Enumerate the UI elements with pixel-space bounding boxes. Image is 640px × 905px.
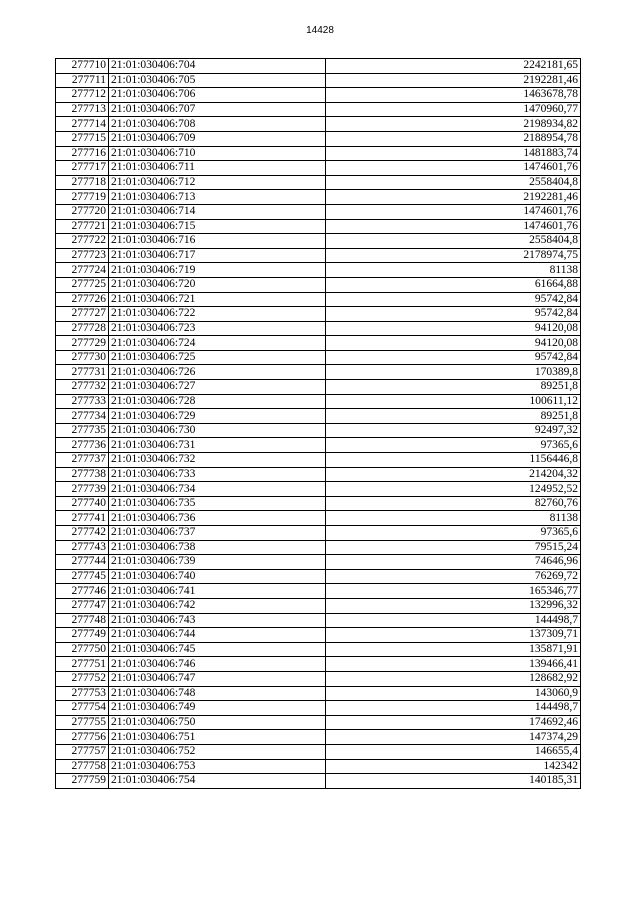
table-row — [56, 453, 581, 468]
cadastral-value-cell: 165346,77 — [326, 584, 581, 599]
cadastral-number-cell: 21:01:030406:723 — [109, 321, 326, 336]
cadastral-number-cell: 21:01:030406:717 — [109, 248, 326, 263]
table-row — [56, 657, 581, 672]
cadastral-number-cell: 21:01:030406:735 — [109, 496, 326, 511]
cadastral-number-cell: 21:01:030406:729 — [109, 409, 326, 424]
cadastral-number-cell: 21:01:030406:730 — [109, 423, 326, 438]
table-row — [56, 380, 581, 395]
cadastral-value-cell: 2192281,46 — [326, 73, 581, 88]
cadastral-number-cell: 21:01:030406:722 — [109, 307, 326, 322]
cadastral-value-cell: 142342 — [326, 759, 581, 774]
cadastral-number-cell: 21:01:030406:753 — [109, 759, 326, 774]
row-number-cell: 277756 — [56, 730, 109, 745]
cadastral-number-cell: 21:01:030406:720 — [109, 277, 326, 292]
row-number-cell: 277743 — [56, 540, 109, 555]
table-row — [56, 569, 581, 584]
row-number-cell: 277752 — [56, 671, 109, 686]
cadastral-value-cell: 79515,24 — [326, 540, 581, 555]
cadastral-number-cell: 21:01:030406:739 — [109, 555, 326, 570]
table-row — [56, 277, 581, 292]
row-number-cell: 277719 — [56, 190, 109, 205]
cadastral-number-cell: 21:01:030406:705 — [109, 73, 326, 88]
row-number-cell: 277735 — [56, 423, 109, 438]
cadastral-value-cell: 95742,84 — [326, 307, 581, 322]
cadastral-number-cell: 21:01:030406:737 — [109, 526, 326, 541]
table-row — [56, 540, 581, 555]
cadastral-number-cell: 21:01:030406:749 — [109, 701, 326, 716]
table-row — [56, 613, 581, 628]
table-row — [56, 482, 581, 497]
table-row — [56, 248, 581, 263]
cadastral-value-cell: 81138 — [326, 263, 581, 278]
table-row — [56, 526, 581, 541]
cadastral-value-cell: 94120,08 — [326, 321, 581, 336]
cadastral-number-cell: 21:01:030406:728 — [109, 394, 326, 409]
row-number-cell: 277741 — [56, 511, 109, 526]
cadastral-value-cell: 2188954,78 — [326, 131, 581, 146]
cadastral-value-cell: 1156446,8 — [326, 453, 581, 468]
table-row — [56, 671, 581, 686]
table-row — [56, 555, 581, 570]
row-number-cell: 277737 — [56, 453, 109, 468]
cadastral-value-cell: 174692,46 — [326, 715, 581, 730]
table-row — [56, 234, 581, 249]
row-number-cell: 277749 — [56, 628, 109, 643]
cadastral-value-cell: 76269,72 — [326, 569, 581, 584]
table-row — [56, 59, 581, 74]
cadastral-number-cell: 21:01:030406:731 — [109, 438, 326, 453]
table-row — [56, 598, 581, 613]
cadastral-value-cell: 94120,08 — [326, 336, 581, 351]
cadastral-value-cell: 95742,84 — [326, 292, 581, 307]
row-number-cell: 277754 — [56, 701, 109, 716]
cadastral-value-cell: 74646,96 — [326, 555, 581, 570]
cadastral-value-cell: 124952,52 — [326, 482, 581, 497]
cadastral-value-cell: 100611,12 — [326, 394, 581, 409]
cadastral-value-cell: 2178974,75 — [326, 248, 581, 263]
cadastral-number-cell: 21:01:030406:750 — [109, 715, 326, 730]
table-row — [56, 628, 581, 643]
cadastral-number-cell: 21:01:030406:719 — [109, 263, 326, 278]
cadastral-number-cell: 21:01:030406:710 — [109, 146, 326, 161]
row-number-cell: 277722 — [56, 234, 109, 249]
row-number-cell: 277738 — [56, 467, 109, 482]
row-number-cell: 277750 — [56, 642, 109, 657]
row-number-cell: 277721 — [56, 219, 109, 234]
cadastral-value-cell: 1474601,76 — [326, 161, 581, 176]
cadastral-value-cell: 2558404,8 — [326, 175, 581, 190]
cadastral-value-cell: 139466,41 — [326, 657, 581, 672]
cadastral-value-cell: 137309,71 — [326, 628, 581, 643]
cadastral-number-cell: 21:01:030406:741 — [109, 584, 326, 599]
cadastral-value-cell: 92497,32 — [326, 423, 581, 438]
cadastral-number-cell: 21:01:030406:707 — [109, 102, 326, 117]
row-number-cell: 277711 — [56, 73, 109, 88]
cadastral-number-cell: 21:01:030406:747 — [109, 671, 326, 686]
row-number-cell: 277726 — [56, 292, 109, 307]
row-number-cell: 277755 — [56, 715, 109, 730]
table-row — [56, 759, 581, 774]
row-number-cell: 277725 — [56, 277, 109, 292]
row-number-cell: 277718 — [56, 175, 109, 190]
cadastral-value-cell: 214204,32 — [326, 467, 581, 482]
cadastral-number-cell: 21:01:030406:713 — [109, 190, 326, 205]
cadastral-value-table — [55, 58, 581, 789]
cadastral-number-cell: 21:01:030406:711 — [109, 161, 326, 176]
cadastral-number-cell: 21:01:030406:714 — [109, 204, 326, 219]
table-row — [56, 146, 581, 161]
row-number-cell: 277714 — [56, 117, 109, 132]
cadastral-value-cell: 143060,9 — [326, 686, 581, 701]
table-row — [56, 175, 581, 190]
row-number-cell: 277733 — [56, 394, 109, 409]
table-row — [56, 438, 581, 453]
cadastral-number-cell: 21:01:030406:738 — [109, 540, 326, 555]
table-row — [56, 730, 581, 745]
row-number-cell: 277734 — [56, 409, 109, 424]
cadastral-number-cell: 21:01:030406:743 — [109, 613, 326, 628]
row-number-cell: 277715 — [56, 131, 109, 146]
cadastral-number-cell: 21:01:030406:742 — [109, 598, 326, 613]
row-number-cell: 277759 — [56, 774, 109, 789]
table-row — [56, 292, 581, 307]
cadastral-number-cell: 21:01:030406:732 — [109, 453, 326, 468]
row-number-cell: 277758 — [56, 759, 109, 774]
cadastral-number-cell: 21:01:030406:752 — [109, 744, 326, 759]
cadastral-number-cell: 21:01:030406:740 — [109, 569, 326, 584]
cadastral-number-cell: 21:01:030406:721 — [109, 292, 326, 307]
table-row — [56, 774, 581, 789]
cadastral-value-cell: 132996,32 — [326, 598, 581, 613]
cadastral-number-cell: 21:01:030406:709 — [109, 131, 326, 146]
cadastral-value-cell: 144498,7 — [326, 701, 581, 716]
row-number-cell: 277710 — [56, 59, 109, 74]
cadastral-number-cell: 21:01:030406:745 — [109, 642, 326, 657]
cadastral-number-cell: 21:01:030406:712 — [109, 175, 326, 190]
cadastral-value-cell: 128682,92 — [326, 671, 581, 686]
table-row — [56, 73, 581, 88]
row-number-cell: 277713 — [56, 102, 109, 117]
table-row — [56, 350, 581, 365]
row-number-cell: 277744 — [56, 555, 109, 570]
cadastral-value-cell: 97365,6 — [326, 438, 581, 453]
table-row — [56, 511, 581, 526]
cadastral-number-cell: 21:01:030406:754 — [109, 774, 326, 789]
cadastral-number-cell: 21:01:030406:727 — [109, 380, 326, 395]
cadastral-number-cell: 21:01:030406:736 — [109, 511, 326, 526]
cadastral-value-cell: 1470960,77 — [326, 102, 581, 117]
cadastral-value-cell: 144498,7 — [326, 613, 581, 628]
table-row — [56, 88, 581, 103]
row-number-cell: 277727 — [56, 307, 109, 322]
cadastral-number-cell: 21:01:030406:733 — [109, 467, 326, 482]
table-row — [56, 423, 581, 438]
cadastral-number-cell: 21:01:030406:706 — [109, 88, 326, 103]
table-row — [56, 409, 581, 424]
row-number-cell: 277746 — [56, 584, 109, 599]
row-number-cell: 277716 — [56, 146, 109, 161]
table-row — [56, 117, 581, 132]
table-row — [56, 336, 581, 351]
cadastral-value-cell: 1474601,76 — [326, 204, 581, 219]
row-number-cell: 277730 — [56, 350, 109, 365]
table-row — [56, 307, 581, 322]
cadastral-value-cell: 146655,4 — [326, 744, 581, 759]
cadastral-number-cell: 21:01:030406:746 — [109, 657, 326, 672]
table-row — [56, 715, 581, 730]
row-number-cell: 277747 — [56, 598, 109, 613]
cadastral-value-cell: 81138 — [326, 511, 581, 526]
cadastral-number-cell: 21:01:030406:724 — [109, 336, 326, 351]
table-row — [56, 161, 581, 176]
row-number-cell: 277753 — [56, 686, 109, 701]
row-number-cell: 277724 — [56, 263, 109, 278]
cadastral-number-cell: 21:01:030406:716 — [109, 234, 326, 249]
table-row — [56, 744, 581, 759]
row-number-cell: 277745 — [56, 569, 109, 584]
row-number-cell: 277757 — [56, 744, 109, 759]
row-number-cell: 277729 — [56, 336, 109, 351]
cadastral-number-cell: 21:01:030406:704 — [109, 59, 326, 74]
row-number-cell: 277723 — [56, 248, 109, 263]
cadastral-value-cell: 95742,84 — [326, 350, 581, 365]
row-number-cell: 277720 — [56, 204, 109, 219]
cadastral-value-cell: 135871,91 — [326, 642, 581, 657]
row-number-cell: 277740 — [56, 496, 109, 511]
table-row — [56, 321, 581, 336]
cadastral-value-cell: 140185,31 — [326, 774, 581, 789]
cadastral-number-cell: 21:01:030406:726 — [109, 365, 326, 380]
table-row — [56, 642, 581, 657]
cadastral-value-cell: 1474601,76 — [326, 219, 581, 234]
cadastral-number-cell: 21:01:030406:708 — [109, 117, 326, 132]
cadastral-value-cell: 147374,29 — [326, 730, 581, 745]
cadastral-value-cell: 2558404,8 — [326, 234, 581, 249]
table-row — [56, 219, 581, 234]
cadastral-value-cell: 89251,8 — [326, 380, 581, 395]
table-row — [56, 496, 581, 511]
cadastral-value-cell: 1463678,78 — [326, 88, 581, 103]
row-number-cell: 277732 — [56, 380, 109, 395]
table-row — [56, 394, 581, 409]
cadastral-number-cell: 21:01:030406:744 — [109, 628, 326, 643]
row-number-cell: 277728 — [56, 321, 109, 336]
row-number-cell: 277717 — [56, 161, 109, 176]
table-row — [56, 190, 581, 205]
cadastral-value-cell: 170389,8 — [326, 365, 581, 380]
cadastral-number-cell: 21:01:030406:734 — [109, 482, 326, 497]
table-row — [56, 467, 581, 482]
table-row — [56, 701, 581, 716]
cadastral-number-cell: 21:01:030406:748 — [109, 686, 326, 701]
row-number-cell: 277742 — [56, 526, 109, 541]
cadastral-value-cell: 89251,8 — [326, 409, 581, 424]
table-row — [56, 102, 581, 117]
cadastral-value-cell: 2242181,65 — [326, 59, 581, 74]
cadastral-value-cell: 2192281,46 — [326, 190, 581, 205]
table-row — [56, 584, 581, 599]
table-row — [56, 204, 581, 219]
row-number-cell: 277712 — [56, 88, 109, 103]
cadastral-number-cell: 21:01:030406:751 — [109, 730, 326, 745]
table-body — [56, 59, 581, 789]
row-number-cell: 277748 — [56, 613, 109, 628]
page-number: 14428 — [306, 25, 334, 36]
table-row — [56, 365, 581, 380]
row-number-cell: 277736 — [56, 438, 109, 453]
table-row — [56, 686, 581, 701]
cadastral-value-cell: 82760,76 — [326, 496, 581, 511]
cadastral-number-cell: 21:01:030406:715 — [109, 219, 326, 234]
cadastral-value-cell: 61664,88 — [326, 277, 581, 292]
row-number-cell: 277739 — [56, 482, 109, 497]
row-number-cell: 277751 — [56, 657, 109, 672]
row-number-cell: 277731 — [56, 365, 109, 380]
cadastral-number-cell: 21:01:030406:725 — [109, 350, 326, 365]
cadastral-value-cell: 2198934,82 — [326, 117, 581, 132]
table-row — [56, 263, 581, 278]
cadastral-value-cell: 97365,6 — [326, 526, 581, 541]
cadastral-value-cell: 1481883,74 — [326, 146, 581, 161]
table-row — [56, 131, 581, 146]
